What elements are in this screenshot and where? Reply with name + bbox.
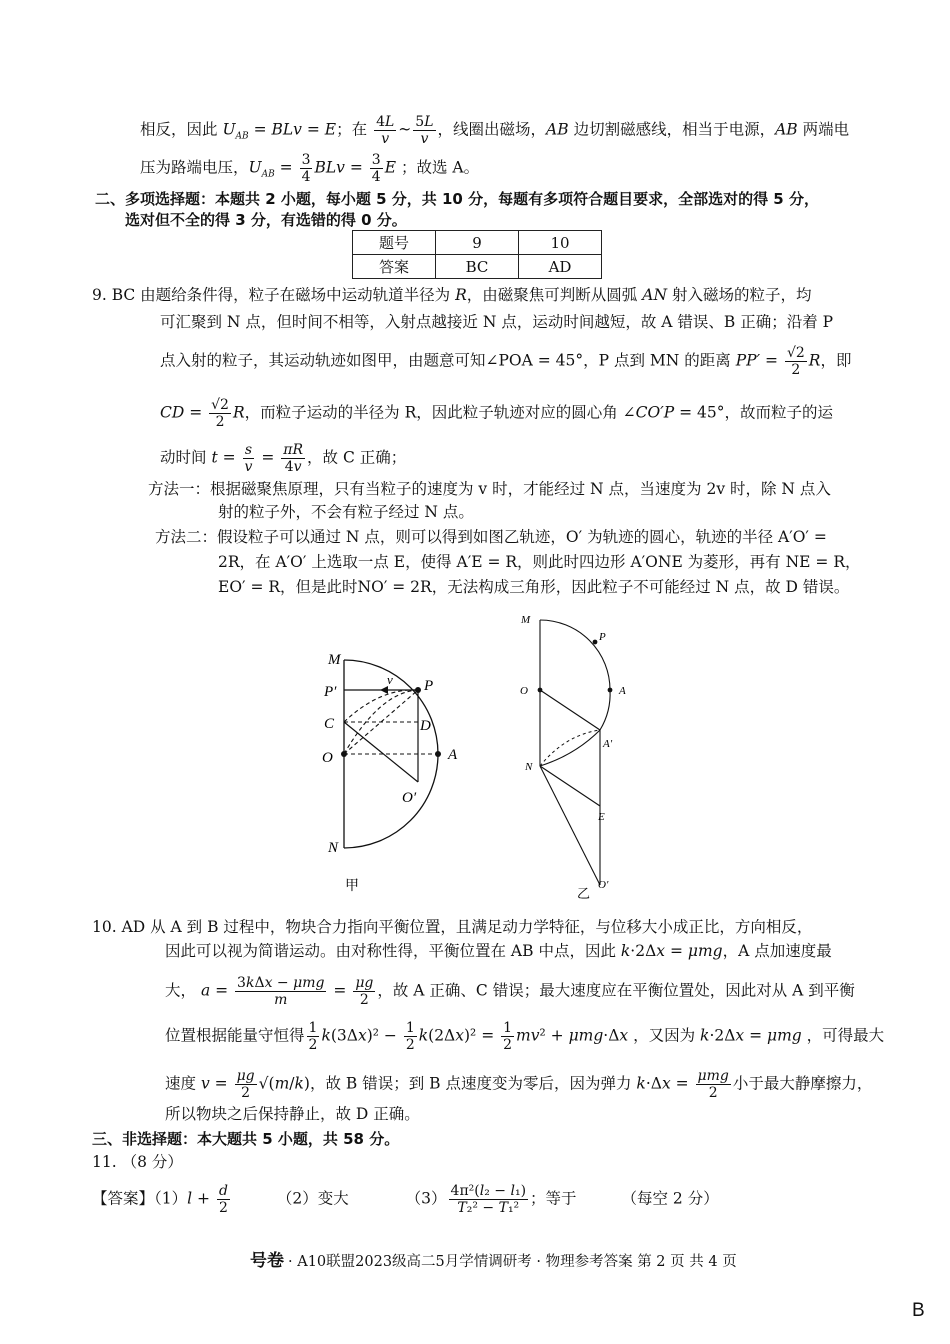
- label-v: v: [387, 672, 393, 687]
- corner-mark: B: [912, 1300, 925, 1321]
- label-N: N: [328, 840, 339, 856]
- q9-line1: 9. BC 由题给条件得，粒子在磁场中运动轨道半径为 R，由磁聚焦可判断从圆弧 AN 射入磁场的粒子，均: [92, 286, 812, 304]
- table-header-cell: 题号: [353, 231, 436, 255]
- table-cell: BC: [436, 255, 519, 279]
- q9-method2-c: EO′ = R，但是此时NO′ = 2R，无法构成三角形，因此粒子不可能经过 N 点，故 D 错误。: [218, 578, 850, 596]
- q10-line2: 因此可以视为简谐运动。由对称性得，平衡位置在 AB 中点，因此 k·2Δx = μmg，A 点加速度最: [165, 942, 832, 960]
- q9-method2-b: 2R，在 A′O′ 上选取一点 E，使得 A′E = R，则此时四边形 A′ONE 为菱形，再有 NE = R，: [218, 553, 861, 571]
- section2-subtitle: 选对但不全的得 3 分，有选错的得 0 分。: [125, 211, 407, 229]
- label-O-prime: O′: [402, 790, 417, 806]
- q10-line3: 大， a = $\frac{\text{3kΔx − μmg}}{m}$ = $\frac{\mu g}{2}$ ，故 A 正确、C 错误；最大速度应在平衡位置处，因此对从 A 到平衡: [165, 975, 855, 1008]
- logo: 号卷: [250, 1251, 284, 1271]
- table-cell: AD: [519, 255, 602, 279]
- section2-title: 二、多项选择题：本题共 2 小题，每小题 5 分，共 10 分，每题有多项符合题目要求，全部选对的得 5 分，: [95, 190, 819, 208]
- q11-title: 11. （8 分）: [92, 1153, 183, 1171]
- label-O-prime: O′: [598, 879, 609, 891]
- label-P-prime: P′: [324, 684, 337, 700]
- q9-line4: CD = $\frac{√2}{2}$ R，而粒子运动的半径为 R，因此粒子轨迹对应的圆心角 ∠CO′P = 45°，故而粒子的运: [160, 397, 834, 430]
- q9-method1-b: 射的粒子外，不会有粒子经过 N 点。: [218, 503, 474, 521]
- q9-line2: 可汇聚到 N 点，但时间不相等，入射点越接近 N 点，运动时间越短，故 A 错误、B 正确；沿着 P: [160, 313, 834, 331]
- q9-line5: 动时间 t = $\frac{s}{v}$ = $\frac{\pi R}{4v}$ ，故 C 正确；: [160, 442, 407, 475]
- label-A: A: [619, 685, 626, 697]
- figure-jia: [310, 640, 490, 900]
- q9-method1-a: 方法一：根据磁聚焦原理，只有当粒子的速度为 v 时，才能经过 N 点，当速度为 2v 时，除 N 点入: [148, 480, 831, 498]
- q11-answer: 【答案】（1）l + $\frac{d}{2}$ （2）变大 （3） $\frac{\text{4π²(l₂ − l₁)}}{\text{T₂² − T₁²}}$ ；等于 （每空 2 分）: [92, 1183, 719, 1216]
- label-C: C: [324, 716, 335, 732]
- table-header-cell: 9: [436, 231, 519, 255]
- section3-title: 三、非选择题：本大题共 5 小题，共 58 分。: [92, 1130, 400, 1148]
- label-E: E: [598, 811, 605, 823]
- q10-line5: 速度 v = $\frac{\mu g}{2}$ √(m/k)，故 B 错误；到 B 点速度变为零后，因为弹力 k·Δx = $\frac{\text{μmg}}{2}$ 小于最大静摩擦力，: [165, 1068, 873, 1101]
- q8-line1: 相反，因此 $U_{AB}$ = BLv = E；在 $\frac{4L}{v}$ ~ $\frac{5L}{v}$ ，线圈出磁场，AB 边切割磁感线，相当于电源，AB 两端电: [140, 114, 850, 147]
- page-footer: 号卷 · A10联盟2023级高二5月学情调研考 · 物理参考答案 第 2 页 共 4 页: [250, 1246, 737, 1271]
- q10-line4: 位置根据能量守恒得 $\frac{1}{2}$ k(3Δx)² − $\frac{1}{2}$ k(2Δx)² = $\frac{1}{2}$ mv² + μmg·Δx ，又因为 k·2Δx = μmg ，可得最大: [165, 1020, 885, 1053]
- table-cell: 答案: [353, 255, 436, 279]
- label-D: D: [420, 718, 431, 734]
- label-M: M: [521, 614, 531, 626]
- label-A-prime: A′: [603, 738, 613, 750]
- label-N: N: [525, 761, 533, 773]
- label-P: P: [424, 678, 434, 694]
- figure-yi: [515, 610, 655, 900]
- label-O: O: [322, 750, 333, 766]
- label-O: O: [520, 685, 528, 697]
- q10-line6: 所以物块之后保持静止，故 D 正确。: [165, 1105, 420, 1123]
- q9-method2-a: 方法二：假设粒子可以通过 N 点，则可以得到如图乙轨迹，O′ 为轨迹的圆心，轨迹的半径 A′O′ =: [155, 528, 827, 546]
- figure-caption: 乙: [577, 886, 591, 900]
- answer-table: [352, 230, 602, 279]
- q8-line2: 压为路端电压，$U_{AB}$ = $\frac{3}{4}$ BLv = $\frac{3}{4}$ E ；故选 A。: [140, 152, 480, 185]
- q9-line3: 点入射的粒子，其运动轨迹如图甲，由题意可知∠POA = 45°，P 点到 MN 的距离 PP′ = $\frac{√2}{2}$ R，即: [160, 345, 852, 378]
- q10-line1: 10. AD 从 A 到 B 过程中，物块合力指向平衡位置，且满足动力学特征，与位移大小成正比，方向相反，: [92, 918, 813, 936]
- table-header-cell: 10: [519, 231, 602, 255]
- figure-caption: 甲: [345, 879, 359, 894]
- label-P: P: [599, 631, 606, 643]
- label-A: A: [448, 747, 458, 763]
- label-M: M: [328, 652, 341, 668]
